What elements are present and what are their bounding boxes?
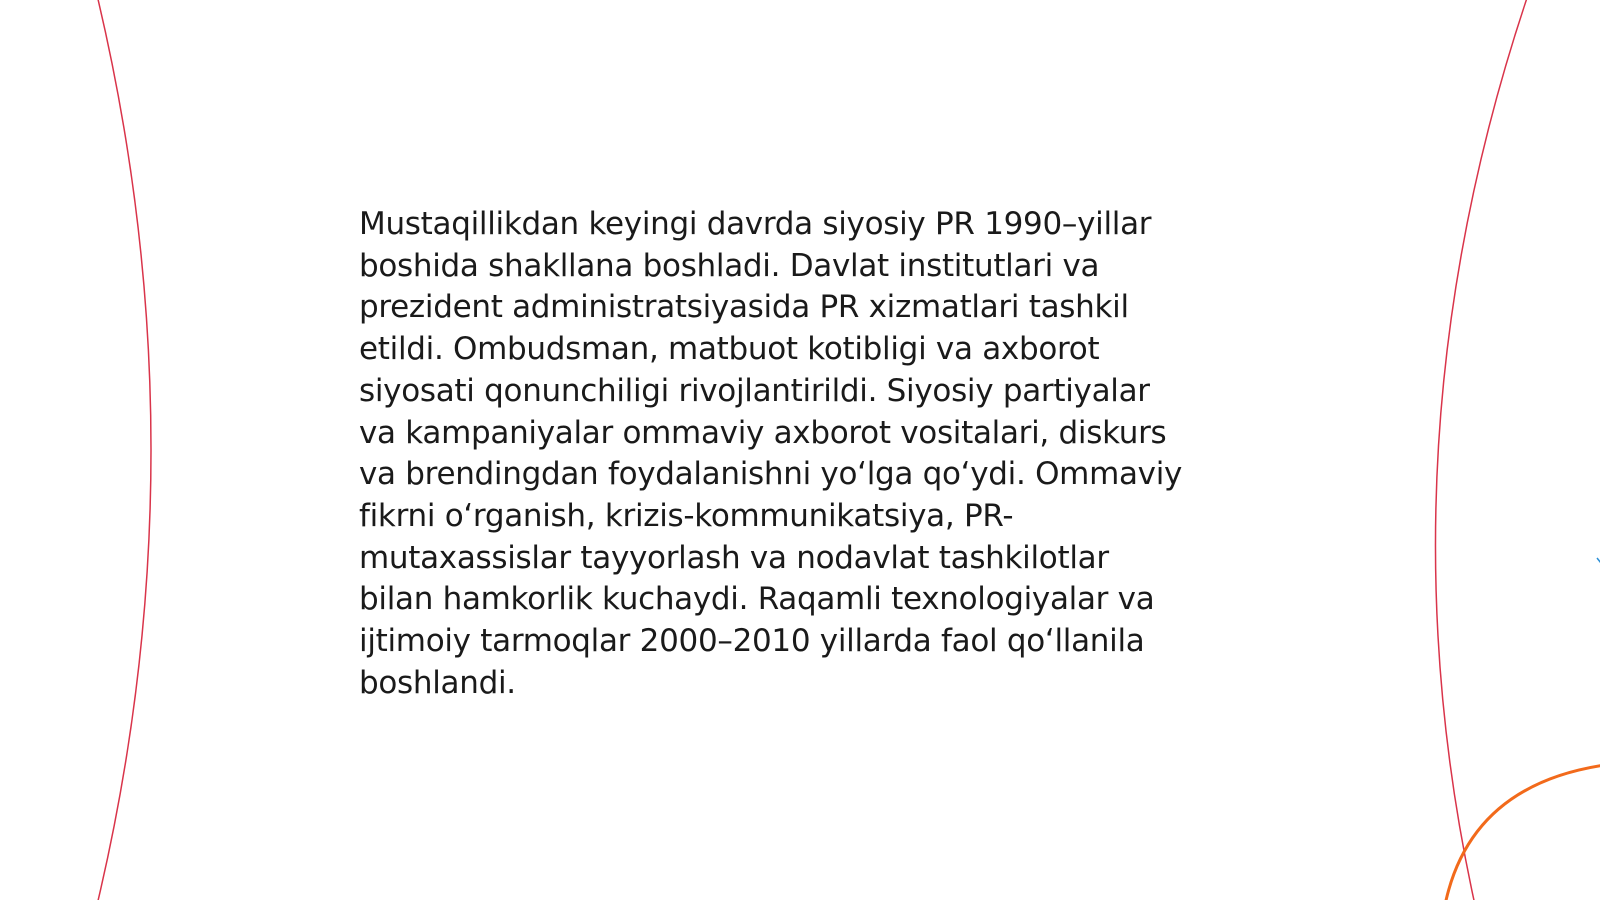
left-red-arc: [97, 0, 151, 900]
body-line: boshlandi.: [359, 664, 516, 701]
orange-arc: [1445, 765, 1600, 900]
body-line: va kampaniyalar ommaviy axborot vositalari, diskurs: [359, 414, 1167, 451]
body-line: prezident administratsiyasida PR xizmatlari tashkil: [359, 289, 1129, 326]
body-line: siyosati qonunchiligi rivojlantirildi. Siyosiy partiyalar: [359, 372, 1150, 409]
body-line: etildi. Ombudsman, matbuot kotibligi va axborot: [359, 331, 1100, 368]
body-paragraph: [359, 204, 1239, 704]
body-line: ijtimoiy tarmoqlar 2000–2010 yillarda faol qoʻllanila: [359, 623, 1145, 660]
body-line: va brendingdan foydalanishni yoʻlga qoʻydi. Ommaviy: [359, 456, 1183, 493]
body-line: boshida shakllana boshladi. Davlat institutlari va: [359, 247, 1100, 284]
body-line: Mustaqillikdan keyingi davrda siyosiy PR 1990–yillar: [359, 206, 1152, 242]
body-line: mutaxassislar tayyorlash va nodavlat tashkilotlar: [359, 539, 1109, 576]
right-red-arc: [1435, 0, 1528, 900]
body-line: fikrni oʻrganish, krizis-kommunikatsiya, PR-: [359, 497, 1014, 534]
body-line: bilan hamkorlik kuchaydi. Raqamli texnologiyalar va: [359, 581, 1155, 618]
